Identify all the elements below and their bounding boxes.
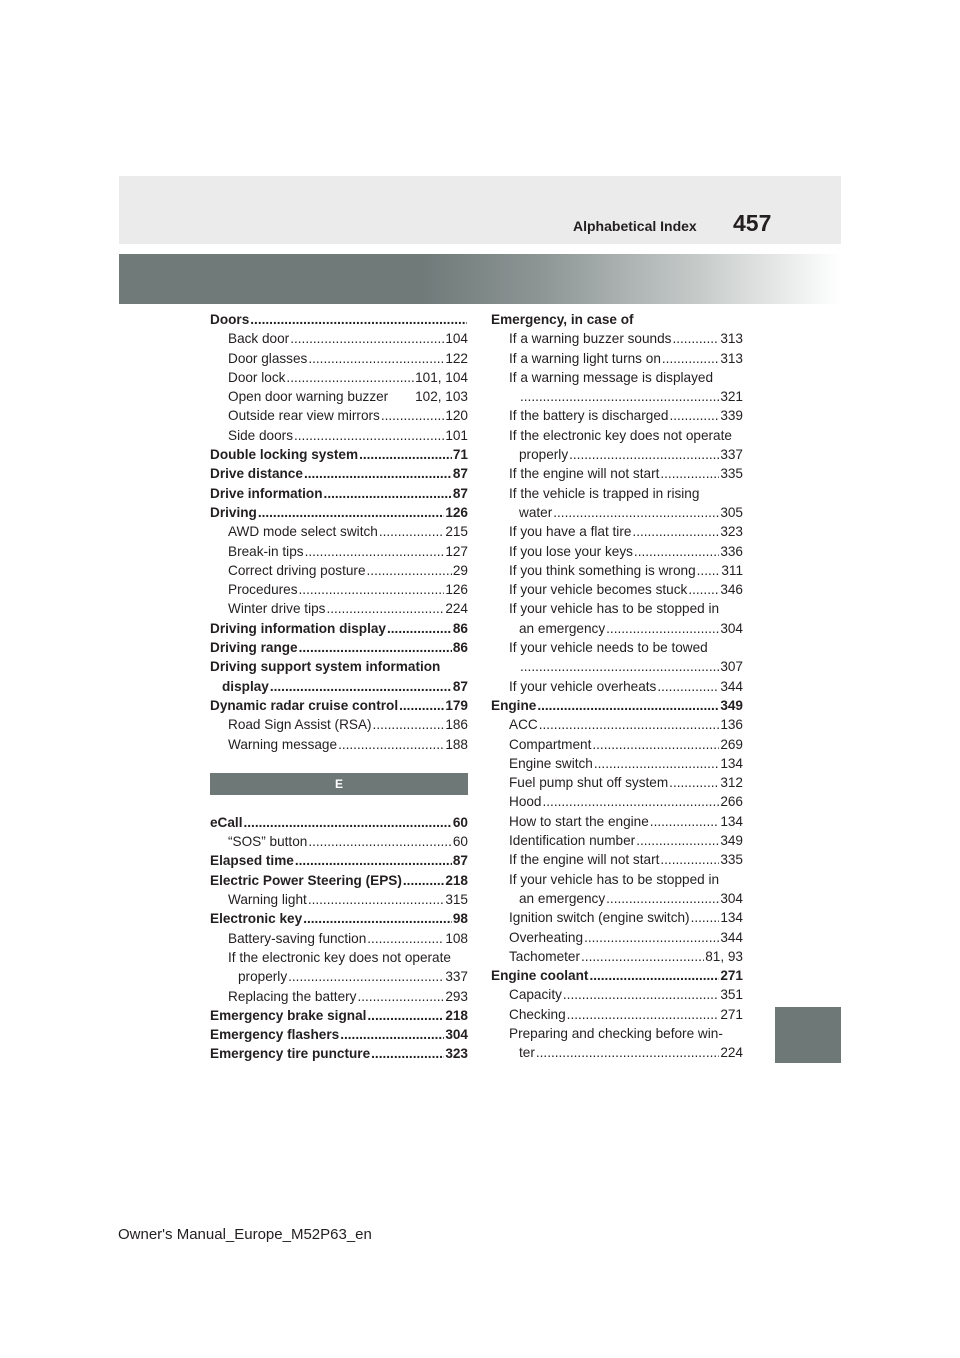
dot-leader	[367, 929, 444, 948]
index-entry-label: Driving support system information	[210, 659, 441, 675]
index-entry	[210, 329, 468, 348]
index-entry-label: If the engine will not start	[509, 466, 660, 482]
index-entry-label: Electric Power Steering (EPS)	[210, 872, 402, 888]
index-entry-page: 127	[445, 543, 468, 559]
index-entry	[210, 1025, 468, 1044]
index-entry	[491, 850, 743, 869]
dot-leader	[537, 696, 719, 715]
index-entry	[491, 368, 743, 387]
index-entry-label: Elapsed time	[210, 853, 294, 869]
index-entry-page: 86	[452, 620, 468, 636]
index-entry-label: Correct driving posture	[228, 562, 366, 578]
dot-leader	[387, 619, 452, 638]
index-entry	[491, 677, 743, 696]
index-entry	[491, 735, 743, 754]
index-entry	[491, 928, 743, 947]
index-entry-label: display	[222, 678, 269, 694]
index-entry-label: If the vehicle is trapped in rising	[509, 485, 700, 501]
index-entry	[491, 619, 743, 638]
index-entry-page: 122	[445, 350, 468, 366]
index-entry	[210, 580, 468, 599]
index-entry	[210, 890, 468, 909]
dot-leader	[660, 464, 719, 483]
index-entry-label: an emergency	[519, 890, 606, 906]
index-entry-page: 313	[720, 350, 743, 366]
index-entry	[210, 696, 468, 715]
page-number: 457	[733, 210, 772, 236]
index-entry-page: 271	[720, 1006, 743, 1022]
index-entry-label: Engine coolant	[491, 968, 589, 984]
dot-leader	[357, 987, 444, 1006]
index-entry-page: 339	[720, 408, 743, 424]
index-entry-label: Identification number	[509, 833, 636, 849]
index-entry-label: Drive distance	[210, 466, 303, 482]
index-entry	[210, 1044, 468, 1063]
index-entry	[491, 754, 743, 773]
dot-leader	[567, 1005, 720, 1024]
dot-leader	[373, 715, 445, 734]
index-entry	[210, 657, 468, 676]
dot-leader	[295, 851, 452, 870]
dot-leader	[371, 1044, 444, 1063]
dot-leader	[359, 445, 452, 464]
index-entry	[491, 561, 743, 580]
index-entry-label: Fuel pump shut off system	[509, 775, 669, 791]
dot-leader	[632, 522, 719, 541]
index-entry	[210, 909, 468, 928]
index-entry-label: Break-in tips	[228, 543, 304, 559]
index-entry-page: 337	[720, 447, 743, 463]
index-entry	[491, 426, 743, 445]
dot-leader	[399, 696, 444, 715]
index-entry-label: If you lose your keys	[509, 543, 633, 559]
index-entry-page: 271	[720, 968, 743, 984]
dot-leader	[305, 542, 445, 561]
index-entry	[491, 638, 743, 657]
index-entry-page: 304	[445, 1027, 468, 1043]
dot-leader	[258, 503, 444, 522]
index-list-d	[210, 310, 468, 754]
index-entry	[491, 349, 743, 368]
index-entry-page: 126	[445, 582, 468, 598]
index-entry-page: 136	[720, 717, 743, 733]
index-entry-page: 86	[452, 640, 468, 656]
index-entry-page: 218	[445, 872, 468, 888]
index-entry-page: 188	[445, 736, 468, 752]
index-entry	[210, 851, 468, 870]
index-entry-page: 323	[720, 524, 743, 540]
index-entry-label: If your vehicle becomes stuck	[509, 582, 688, 598]
dot-leader	[299, 580, 445, 599]
index-entry	[491, 812, 743, 831]
index-entry	[210, 464, 468, 483]
index-entry-label: Emergency brake signal	[210, 1007, 367, 1023]
index-entry	[491, 503, 743, 522]
header-gradient-band	[119, 254, 841, 304]
index-entry-label: Emergency tire puncture	[210, 1046, 371, 1062]
index-entry-page: 224	[720, 1045, 743, 1061]
dot-leader	[326, 599, 444, 618]
index-entry-label: Door glasses	[228, 350, 308, 366]
index-entry-label: water	[519, 504, 553, 520]
dot-leader	[520, 657, 719, 676]
index-entry-page: 101, 104	[415, 369, 468, 385]
index-entry-label: eCall	[210, 814, 243, 830]
index-entry	[491, 773, 743, 792]
dot-leader	[270, 677, 452, 696]
index-entry	[210, 349, 468, 368]
dot-leader	[288, 967, 444, 986]
index-entry-page: 215	[445, 524, 468, 540]
index-entry-label: If your vehicle has to be stopped in	[509, 601, 720, 617]
index-entry-label: Outside rear view mirrors	[228, 408, 380, 424]
index-entry-label: Emergency, in case of	[491, 312, 634, 327]
section-thumb-tab	[775, 1007, 841, 1063]
index-entry-label: Door lock	[228, 369, 286, 385]
index-entry-page: 307	[720, 659, 743, 675]
index-entry-page: 349	[720, 697, 743, 713]
index-entry-label: If your vehicle needs to be towed	[509, 640, 708, 656]
index-column-left	[210, 310, 468, 1064]
dot-leader	[536, 1043, 719, 1062]
dot-leader	[606, 619, 719, 638]
dot-leader	[650, 812, 720, 831]
index-entry-label: If the battery is discharged	[509, 408, 669, 424]
index-entry-page: 313	[720, 331, 743, 347]
index-entry-label: ter	[519, 1045, 535, 1061]
index-entry-label: Replacing the battery	[228, 988, 357, 1004]
dot-leader	[606, 889, 719, 908]
dot-leader	[294, 426, 444, 445]
section-header-e: E	[210, 773, 468, 795]
index-entry-page: 126	[445, 504, 468, 520]
index-entry	[210, 967, 468, 986]
index-entry-page: 134	[720, 755, 743, 771]
index-entry-page: 87	[452, 466, 468, 482]
index-entry-page: 87	[452, 485, 468, 501]
index-entry	[491, 387, 743, 406]
dot-leader	[303, 909, 452, 928]
index-entry-label: Dynamic radar cruise control	[210, 697, 399, 713]
index-entry-label: Winter drive tips	[228, 601, 326, 617]
index-entry-page: 335	[720, 852, 743, 868]
dot-leader	[657, 677, 719, 696]
index-entry-label: Double locking system	[210, 447, 359, 463]
index-entry-label: Battery-saving function	[228, 930, 367, 946]
index-entry-page: 315	[445, 892, 468, 908]
index-entry-page: 186	[445, 717, 468, 733]
index-list-e-continued	[491, 310, 743, 1063]
index-entry	[491, 464, 743, 483]
index-entry	[210, 735, 468, 754]
index-entry	[491, 445, 743, 464]
dot-leader	[539, 715, 720, 734]
index-entry	[210, 987, 468, 1006]
dot-leader	[581, 947, 704, 966]
index-entry-page: 323	[445, 1046, 468, 1062]
index-entry-label: If a warning message is displayed	[509, 369, 714, 385]
index-entry	[491, 657, 743, 676]
index-entry	[491, 542, 743, 561]
index-entry	[491, 696, 743, 715]
index-entry-label: Capacity	[509, 987, 562, 1003]
index-entry-page: 304	[720, 890, 743, 906]
index-entry-page: 321	[720, 389, 743, 405]
index-entry-page: 60	[452, 814, 468, 830]
index-entry	[210, 948, 468, 967]
index-entry-page: 98	[452, 911, 468, 927]
dot-leader	[308, 349, 444, 368]
dot-leader	[636, 831, 719, 850]
index-entry-page: 87	[452, 853, 468, 869]
index-entry-page: 81, 93	[705, 948, 743, 964]
index-entry-label: Procedures	[228, 582, 298, 598]
index-entry	[210, 1006, 468, 1025]
dot-leader	[553, 503, 719, 522]
dot-leader	[367, 1006, 444, 1025]
index-entry	[210, 677, 468, 696]
index-entry	[491, 870, 743, 889]
index-entry	[491, 985, 743, 1004]
dot-leader	[543, 792, 720, 811]
index-entry-label: Electronic key	[210, 911, 303, 927]
index-entry	[210, 406, 468, 425]
index-entry-label: If your vehicle overheats	[509, 678, 657, 694]
dot-leader	[379, 522, 444, 541]
index-entry-label: Compartment	[509, 736, 592, 752]
index-entry-label: Driving information display	[210, 620, 386, 636]
dot-leader	[660, 850, 719, 869]
index-entry-label: Open door warning buzzer	[228, 389, 389, 405]
dot-leader	[669, 773, 719, 792]
footer-text: Owner's Manual_Europe_M52P63_en	[118, 1226, 372, 1243]
index-entry-label: If the engine will not start	[509, 852, 660, 868]
index-entry-page: 29	[452, 562, 468, 578]
index-entry	[491, 966, 743, 985]
dot-leader	[662, 349, 719, 368]
index-entry-page: 351	[720, 987, 743, 1003]
index-entry-label: ACC	[509, 717, 538, 733]
index-entry-page: 335	[720, 466, 743, 482]
index-entry-page: 336	[720, 543, 743, 559]
index-column-right	[491, 310, 743, 1063]
dot-leader	[584, 928, 719, 947]
index-entry-page: 311	[721, 562, 743, 578]
dot-leader	[589, 966, 719, 985]
index-entry-label: Preparing and checking before win-	[509, 1025, 723, 1041]
index-entry	[491, 599, 743, 618]
index-entry-label: If the electronic key does not operate	[509, 427, 732, 443]
index-entry-page: 266	[720, 794, 743, 810]
index-entry	[491, 908, 743, 927]
index-entry	[210, 638, 468, 657]
index-entry	[210, 387, 468, 406]
index-entry-label: Overheating	[509, 929, 584, 945]
index-entry-label: Checking	[509, 1006, 566, 1022]
index-entry-label: an emergency	[519, 620, 606, 636]
index-entry-page: 87	[452, 678, 468, 694]
dot-leader	[250, 310, 467, 329]
index-entry-label: Emergency flashers	[210, 1027, 340, 1043]
index-entry-label: If you have a flat tire	[509, 524, 632, 540]
dot-leader	[634, 542, 719, 561]
index-entry-page: 305	[720, 504, 743, 520]
dot-leader	[688, 580, 719, 599]
index-entry	[491, 1043, 743, 1062]
dot-leader	[324, 484, 452, 503]
index-entry	[210, 542, 468, 561]
page-title: Alphabetical Index	[573, 218, 697, 234]
index-entry-page: 349	[720, 833, 743, 849]
index-entry-label: Hood	[509, 794, 542, 810]
index-entry	[210, 599, 468, 618]
index-entry-page: 101	[445, 427, 468, 443]
index-entry	[210, 813, 468, 832]
index-entry	[491, 831, 743, 850]
dot-leader	[286, 368, 414, 387]
index-entry-page: 102, 103	[415, 389, 468, 405]
index-entry-label: “SOS” button	[228, 834, 308, 850]
index-entry-page: 71	[452, 447, 468, 463]
index-entry-label: properly	[238, 969, 288, 985]
dot-leader	[594, 754, 719, 773]
index-entry	[491, 1005, 743, 1024]
index-entry-label: Warning light	[228, 892, 307, 908]
index-entry-label: Doors	[210, 312, 250, 327]
index-entry	[210, 619, 468, 638]
index-entry-page: 293	[445, 988, 468, 1004]
index-entry-label: If the electronic key does not operate	[228, 949, 451, 965]
index-entry-label: Engine	[491, 697, 537, 713]
index-entry	[491, 580, 743, 599]
index-entry-label: Drive information	[210, 485, 323, 501]
index-entry-page: 337	[445, 969, 468, 985]
index-entry	[491, 947, 743, 966]
dot-leader	[367, 561, 452, 580]
index-entry-label: Engine switch	[509, 755, 593, 771]
index-entry	[491, 792, 743, 811]
dot-leader	[308, 890, 444, 909]
dot-leader	[381, 406, 444, 425]
index-entry-page: 346	[720, 582, 743, 598]
index-entry-page: 344	[720, 929, 743, 945]
index-entry	[491, 329, 743, 348]
index-entry-label: If you think something is wrong	[509, 562, 696, 578]
index-entry	[491, 310, 743, 329]
dot-leader	[299, 638, 452, 657]
index-entry	[210, 929, 468, 948]
index-entry-page: 134	[720, 910, 743, 926]
dot-leader	[340, 1025, 444, 1044]
dot-leader	[563, 985, 719, 1004]
dot-leader	[338, 735, 444, 754]
dot-leader	[672, 329, 719, 348]
index-entry	[210, 484, 468, 503]
dot-leader	[308, 832, 452, 851]
dot-leader	[304, 464, 452, 483]
index-entry	[491, 406, 743, 425]
dot-leader	[569, 445, 719, 464]
index-entry	[210, 368, 468, 387]
index-entry-page: 60	[452, 834, 468, 850]
index-entry	[491, 715, 743, 734]
dot-leader	[244, 813, 452, 832]
dot-leader	[520, 387, 719, 406]
index-entry-label: Warning message	[228, 736, 338, 752]
index-list-e	[210, 813, 468, 1064]
index-entry	[210, 832, 468, 851]
index-entry-label: Side doors	[228, 427, 293, 443]
dot-leader	[669, 406, 719, 425]
index-entry	[491, 1024, 743, 1043]
index-entry-page: 312	[720, 775, 743, 791]
index-entry-page: 134	[720, 813, 743, 829]
index-entry-label: Ignition switch (engine switch)	[509, 910, 690, 926]
index-entry-page: 269	[720, 736, 743, 752]
index-entry-label: Road Sign Assist (RSA)	[228, 717, 372, 733]
index-entry-label: If your vehicle has to be stopped in	[509, 871, 720, 887]
index-entry-label: How to start the engine	[509, 813, 649, 829]
dot-leader	[697, 561, 721, 580]
index-entry-label: If a warning light turns on	[509, 350, 661, 366]
index-entry-label: properly	[519, 447, 569, 463]
index-entry-page: 104	[445, 331, 468, 347]
index-entry-page: 218	[445, 1007, 468, 1023]
index-entry	[210, 561, 468, 580]
index-entry-label: AWD mode select switch	[228, 524, 378, 540]
dot-leader	[691, 908, 720, 927]
index-entry-label: If a warning buzzer sounds	[509, 331, 672, 347]
index-entry-label: Tachometer	[509, 948, 581, 964]
index-entry-page: 108	[445, 930, 468, 946]
index-entry	[491, 484, 743, 503]
index-entry-page: 304	[720, 620, 743, 636]
index-entry	[210, 426, 468, 445]
index-entry-page: 120	[445, 408, 468, 424]
index-entry-label: Driving	[210, 504, 257, 520]
dot-leader	[403, 871, 444, 890]
index-entry	[491, 889, 743, 908]
index-entry-label: Driving range	[210, 640, 298, 656]
index-entry	[210, 503, 468, 522]
index-entry	[210, 715, 468, 734]
dot-leader	[592, 735, 719, 754]
index-entry	[210, 310, 468, 329]
dot-leader	[290, 329, 444, 348]
index-entry-label: Back door	[228, 331, 290, 347]
index-entry-page: 344	[720, 678, 743, 694]
index-entry-page: 179	[445, 697, 468, 713]
index-entry	[491, 522, 743, 541]
index-entry-page: 224	[445, 601, 468, 617]
index-entry	[210, 522, 468, 541]
index-entry	[210, 445, 468, 464]
index-entry	[210, 871, 468, 890]
